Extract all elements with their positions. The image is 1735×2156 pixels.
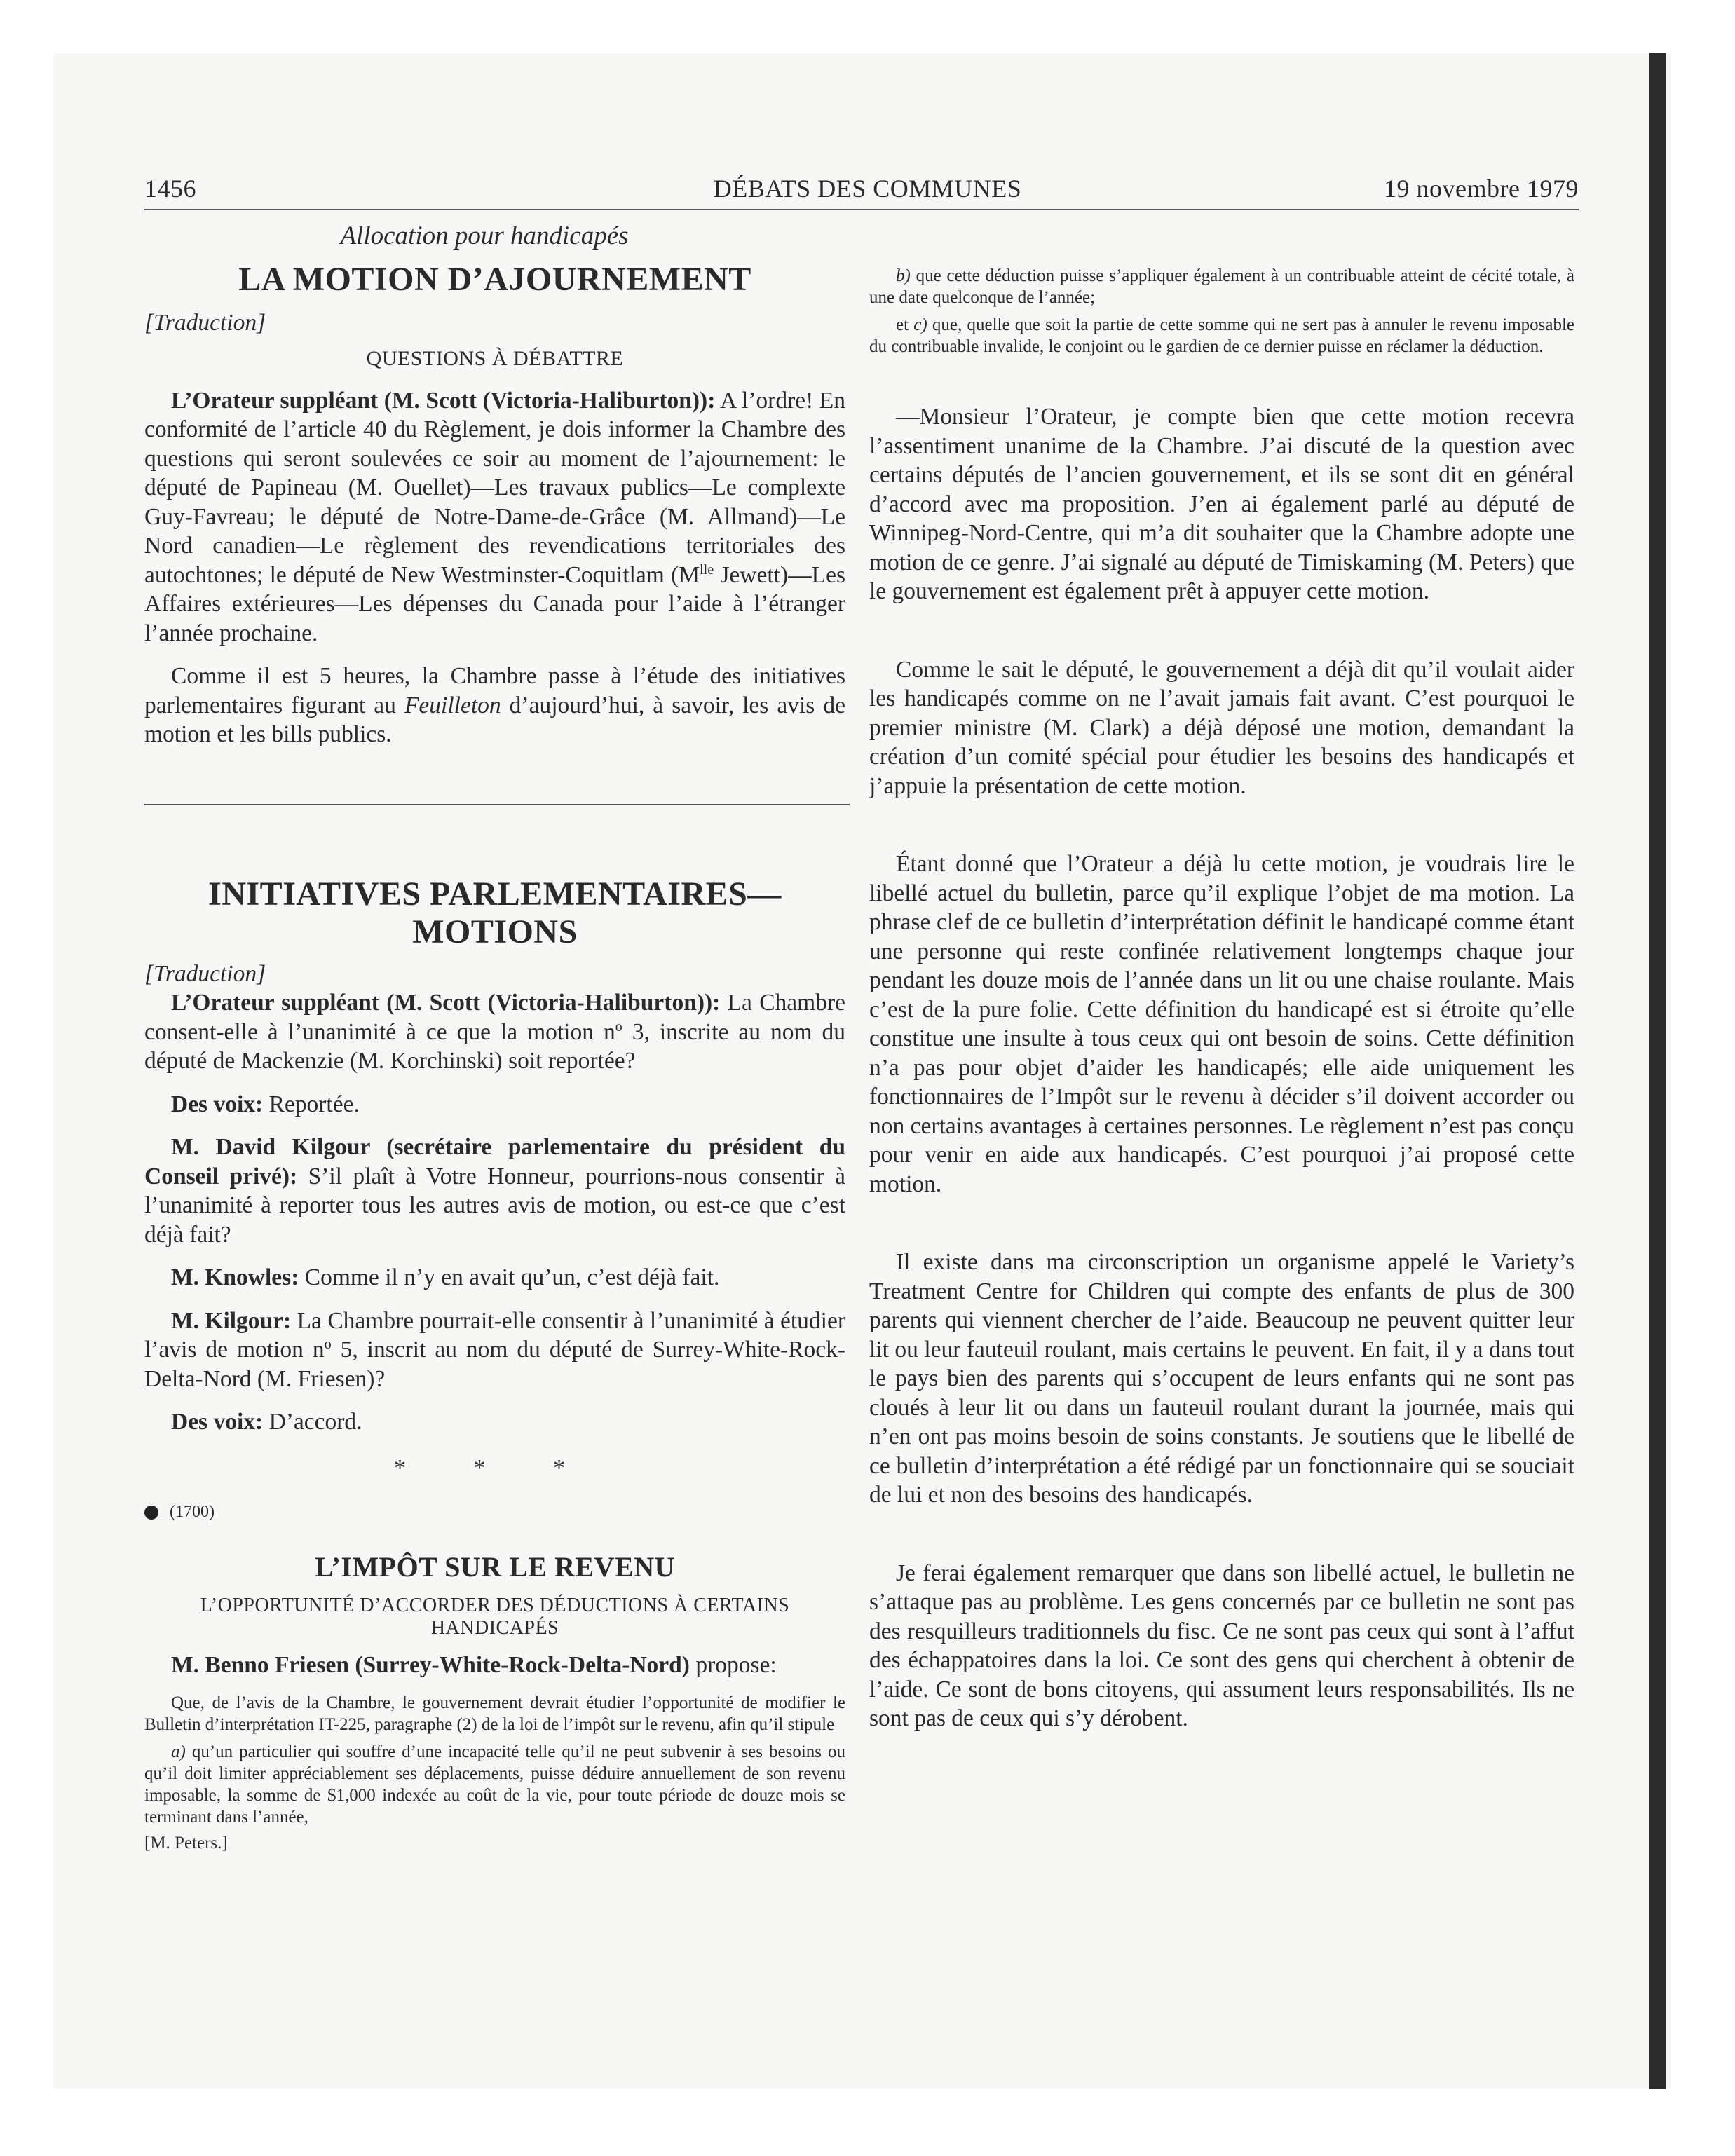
section-stars: * * * xyxy=(394,1454,596,1481)
time-marker: (1700) xyxy=(144,1498,845,1527)
paragraph: Comme le sait le député, le gouvernement a déjà dit qu’il voulait aider les handicapés comme on ne l’avait jamais fait avant. C’est pourquoi le premier ministre (M. Clark) a déjà déposé une motion, demandant la création d’un comité spécial pour étudier les besoins des handicapés et j’appuie la présentation de cette motion. xyxy=(869,656,1574,799)
speaker-name: M. Kilgour: xyxy=(171,1307,292,1334)
speaker-name: Des voix: xyxy=(171,1091,264,1117)
page-date: 19 novembre 1979 xyxy=(1384,175,1579,203)
motion-text: Que, de l’avis de la Chambre, le gouvernement devrait étudier l’opportunité de modifier le Bulletin d’interprétation IT-225, paragraphe (2) de la loi de l’impôt sur le revenu, afin qu’il stipule xyxy=(144,1693,845,1734)
scan-edge xyxy=(1649,53,1666,2089)
heading-initiatives: INITIATIVES PARLEMENTAIRES— MOTIONS xyxy=(208,875,782,950)
speaker-name: Des voix: xyxy=(171,1409,264,1435)
paragraph: Étant donné que l’Orateur a déjà lu cette motion, je voudrais lire le libellé actuel du bulletin, parce qu’il explique l’objet de ma motion. La phrase clef de ce bulletin d’interprétation définit le handicapé comme étant une personne qui reste confinée relativement longtemps chaque jour pendant les douze mois de l’année dans un lit ou une chaise roulante. Mais c’est de la pure folie. Cette définition du handicapé est si étroite qu’elle constitue une insulte à tous ceux qui ont besoin de soins. Cette définition n’a pas pour objet d’aider les handicapés; elle aide uniquement les fonctionnaires de l’Impôt sur le revenu à décider s’il doivent accorder ou non certains avantages à certaines personnes. Le règlement n’est pas conçu pour venir en aide aux handicapés. C’est pourquoi j’ai proposé cette motion. xyxy=(869,851,1574,1197)
heading-ajournement: LA MOTION D’AJOURNEMENT xyxy=(238,260,751,298)
header-rule xyxy=(144,209,1579,210)
traduction-label: [Traduction] xyxy=(144,309,266,336)
paragraph: Des voix: D’accord. xyxy=(171,1409,362,1435)
heading-impot: L’IMPÔT SUR LE REVENU xyxy=(315,1550,675,1583)
paragraph: M. Kilgour: La Chambre pourrait-elle consentir à l’unanimité à étudier l’avis de motion $n^o$ 5, inscrit au nom du député de Surrey-White-Rock-Delta-Nord (M. Friesen)? xyxy=(144,1307,846,1392)
section-subheading: Allocation pour handicapés xyxy=(340,221,629,250)
paragraph: M. Benno Friesen (Surrey-White-Rock-Delta-Nord) propose: xyxy=(171,1651,777,1678)
bullet-dot xyxy=(144,1506,158,1520)
questions-heading: QUESTIONS À DÉBATTRE xyxy=(366,347,624,370)
motion-clause-c: et c) que, quelle que soit la partie de cette somme qui ne sert pas à annuler le revenu imposable du contribuable invalide, le conjoint ou le gardien de ce dernier puisse en réclamer la déduction. xyxy=(869,315,1575,356)
paragraph: —Monsieur l’Orateur, je compte bien que cette motion recevra l’assentiment unanime de la Chambre. J’ai discuté de la question avec certains députés de l’ancien gouvernement, et ils se sont dit en général d’accord avec ma proposition. J’en ai également parlé au député de Winnipeg-Nord-Centre, qui m’a dit souhaiter que la Chambre adopte une motion de ce genre. J’ai signalé au député de Timiskaming (M. Peters) que le gouvernement est également prêt à appuyer cette motion. xyxy=(869,404,1574,604)
signature: [M. Peters.] xyxy=(144,1834,228,1853)
speaker-name: M. Knowles: xyxy=(171,1264,299,1290)
publication-title: DÉBATS DES COMMUNES xyxy=(713,175,1022,203)
subheading-deductions: L’OPPORTUNITÉ D’ACCORDER DES DÉDUCTIONS À CERTAINS HANDICAPÉS xyxy=(200,1594,790,1639)
traduction-label: [Traduction] xyxy=(144,960,266,987)
speaker-name: M. David Kilgour (secrétaire parlementaire du président du Conseil privé): xyxy=(144,1134,845,1189)
speaker-name: M. Benno Friesen (Surrey-White-Rock-Delta-Nord) xyxy=(171,1651,690,1678)
paragraph: Je ferai également remarquer que dans son libellé actuel, le bulletin ne s’attaque pas au problème. Les gens concernés par ce bulletin ne sont pas des resquilleurs traditionnels du fisc. Ce ne sont pas ceux qui sont à l’affut des échappatoires dans la loi. Ce sont des gens qui cherchent à obtenir de l’aide. Ce sont de bons citoyens, qui assument leurs responsabilités. Ils ne sont pas de ceux qui s’y dérobent. xyxy=(869,1560,1574,1731)
paragraph: Des voix: Reportée. xyxy=(171,1091,360,1117)
motion-clause-b: b) que cette déduction puisse s’appliquer également à un contribuable atteint de cécité totale, à une date quelconque de l’année; xyxy=(869,266,1574,307)
paragraph: L’Orateur suppléant (M. Scott (Victoria-Haliburton)): A l’ordre! En conformité de l’article 40 du Règlement, je dois informer la Chambre des questions qui seront soulevées ce soir au moment de l’ajournement: le député de Papineau (M. Ouellet)—Les travaux publics—Le complexte Guy-Favreau; le député de Notre-Dame-de-Grâce (M. Allmand)—Le Nord canadien—Le règlement des revendications territoriales des autochtones; le député de New Westminster-Coquitlam ($M^{lle}$ Jewett)—Les Affaires extérieures—Les dépenses du Canada pour l’aide à l’étranger l’année prochaine. xyxy=(144,387,846,646)
paragraph: Il existe dans ma circonscription un organisme appelé le Variety’s Treatment Centre for Children qui compte des enfants de plus de 300 parents qui viennent chercher de l’aide. Beaucoup ne peuvent quitter leur lit ou leur fauteuil roulant, mais certains le peuvent. En fait, il y a dans tout le pays bien des parents qui s’occupent de leurs enfants qui ne sont pas cloués à leur lit ou dans un fauteuil roulant durant la journée, mais qui n’en ont pas moins besoin de soins constants. Je soutiens que le libellé de ce bulletin d’interprétation a été rédigé par un fonctionnaire qui se souciait de lui et non des besoins des handicapés. xyxy=(869,1249,1574,1508)
page-number: 1456 xyxy=(144,175,196,203)
motion-clause-a: a) qu’un particulier qui souffre d’une incapacité telle qu’il ne peut subvenir à ses besoins ou qu’il doit limiter appréciablement ses déplacements, puisse déduire annuellement de son revenu imposable, la somme de $1,000 indexée au coût de la vie, pour toute période de douze mois se terminant dans l’année, xyxy=(144,1742,845,1827)
paragraph: M. Knowles: Comme il n’y en avait qu’un, c’est déjà fait. xyxy=(171,1264,720,1290)
paragraph: Comme il est 5 heures, la Chambre passe à l’étude des initiatives parlementaires figurant au Feuilleton d’aujourd’hui, à savoir, les avis de motion et les bills publics. xyxy=(144,663,845,747)
speaker-name: L’Orateur suppléant (M. Scott (Victoria-Haliburton)): xyxy=(171,990,721,1016)
left-column xyxy=(144,221,845,1854)
speaker-name: L’Orateur suppléant (M. Scott (Victoria-Haliburton)): xyxy=(171,387,716,414)
right-column xyxy=(869,265,1574,1733)
paragraph: M. David Kilgour (secrétaire parlementaire du président du Conseil privé): S’il plaît à Votre Honneur, pourrions-nous consentir à l’unanimité à reporter tous les autres avis de motion, ou est-ce que c’est déjà fait? xyxy=(144,1134,845,1248)
paragraph: L’Orateur suppléant (M. Scott (Victoria-Haliburton)): La Chambre consent-elle à l’unanimité à ce que la motion $n^o$ 3, inscrite au nom du député de Mackenzie (M. Korchinski) soit reportée? xyxy=(144,990,846,1074)
